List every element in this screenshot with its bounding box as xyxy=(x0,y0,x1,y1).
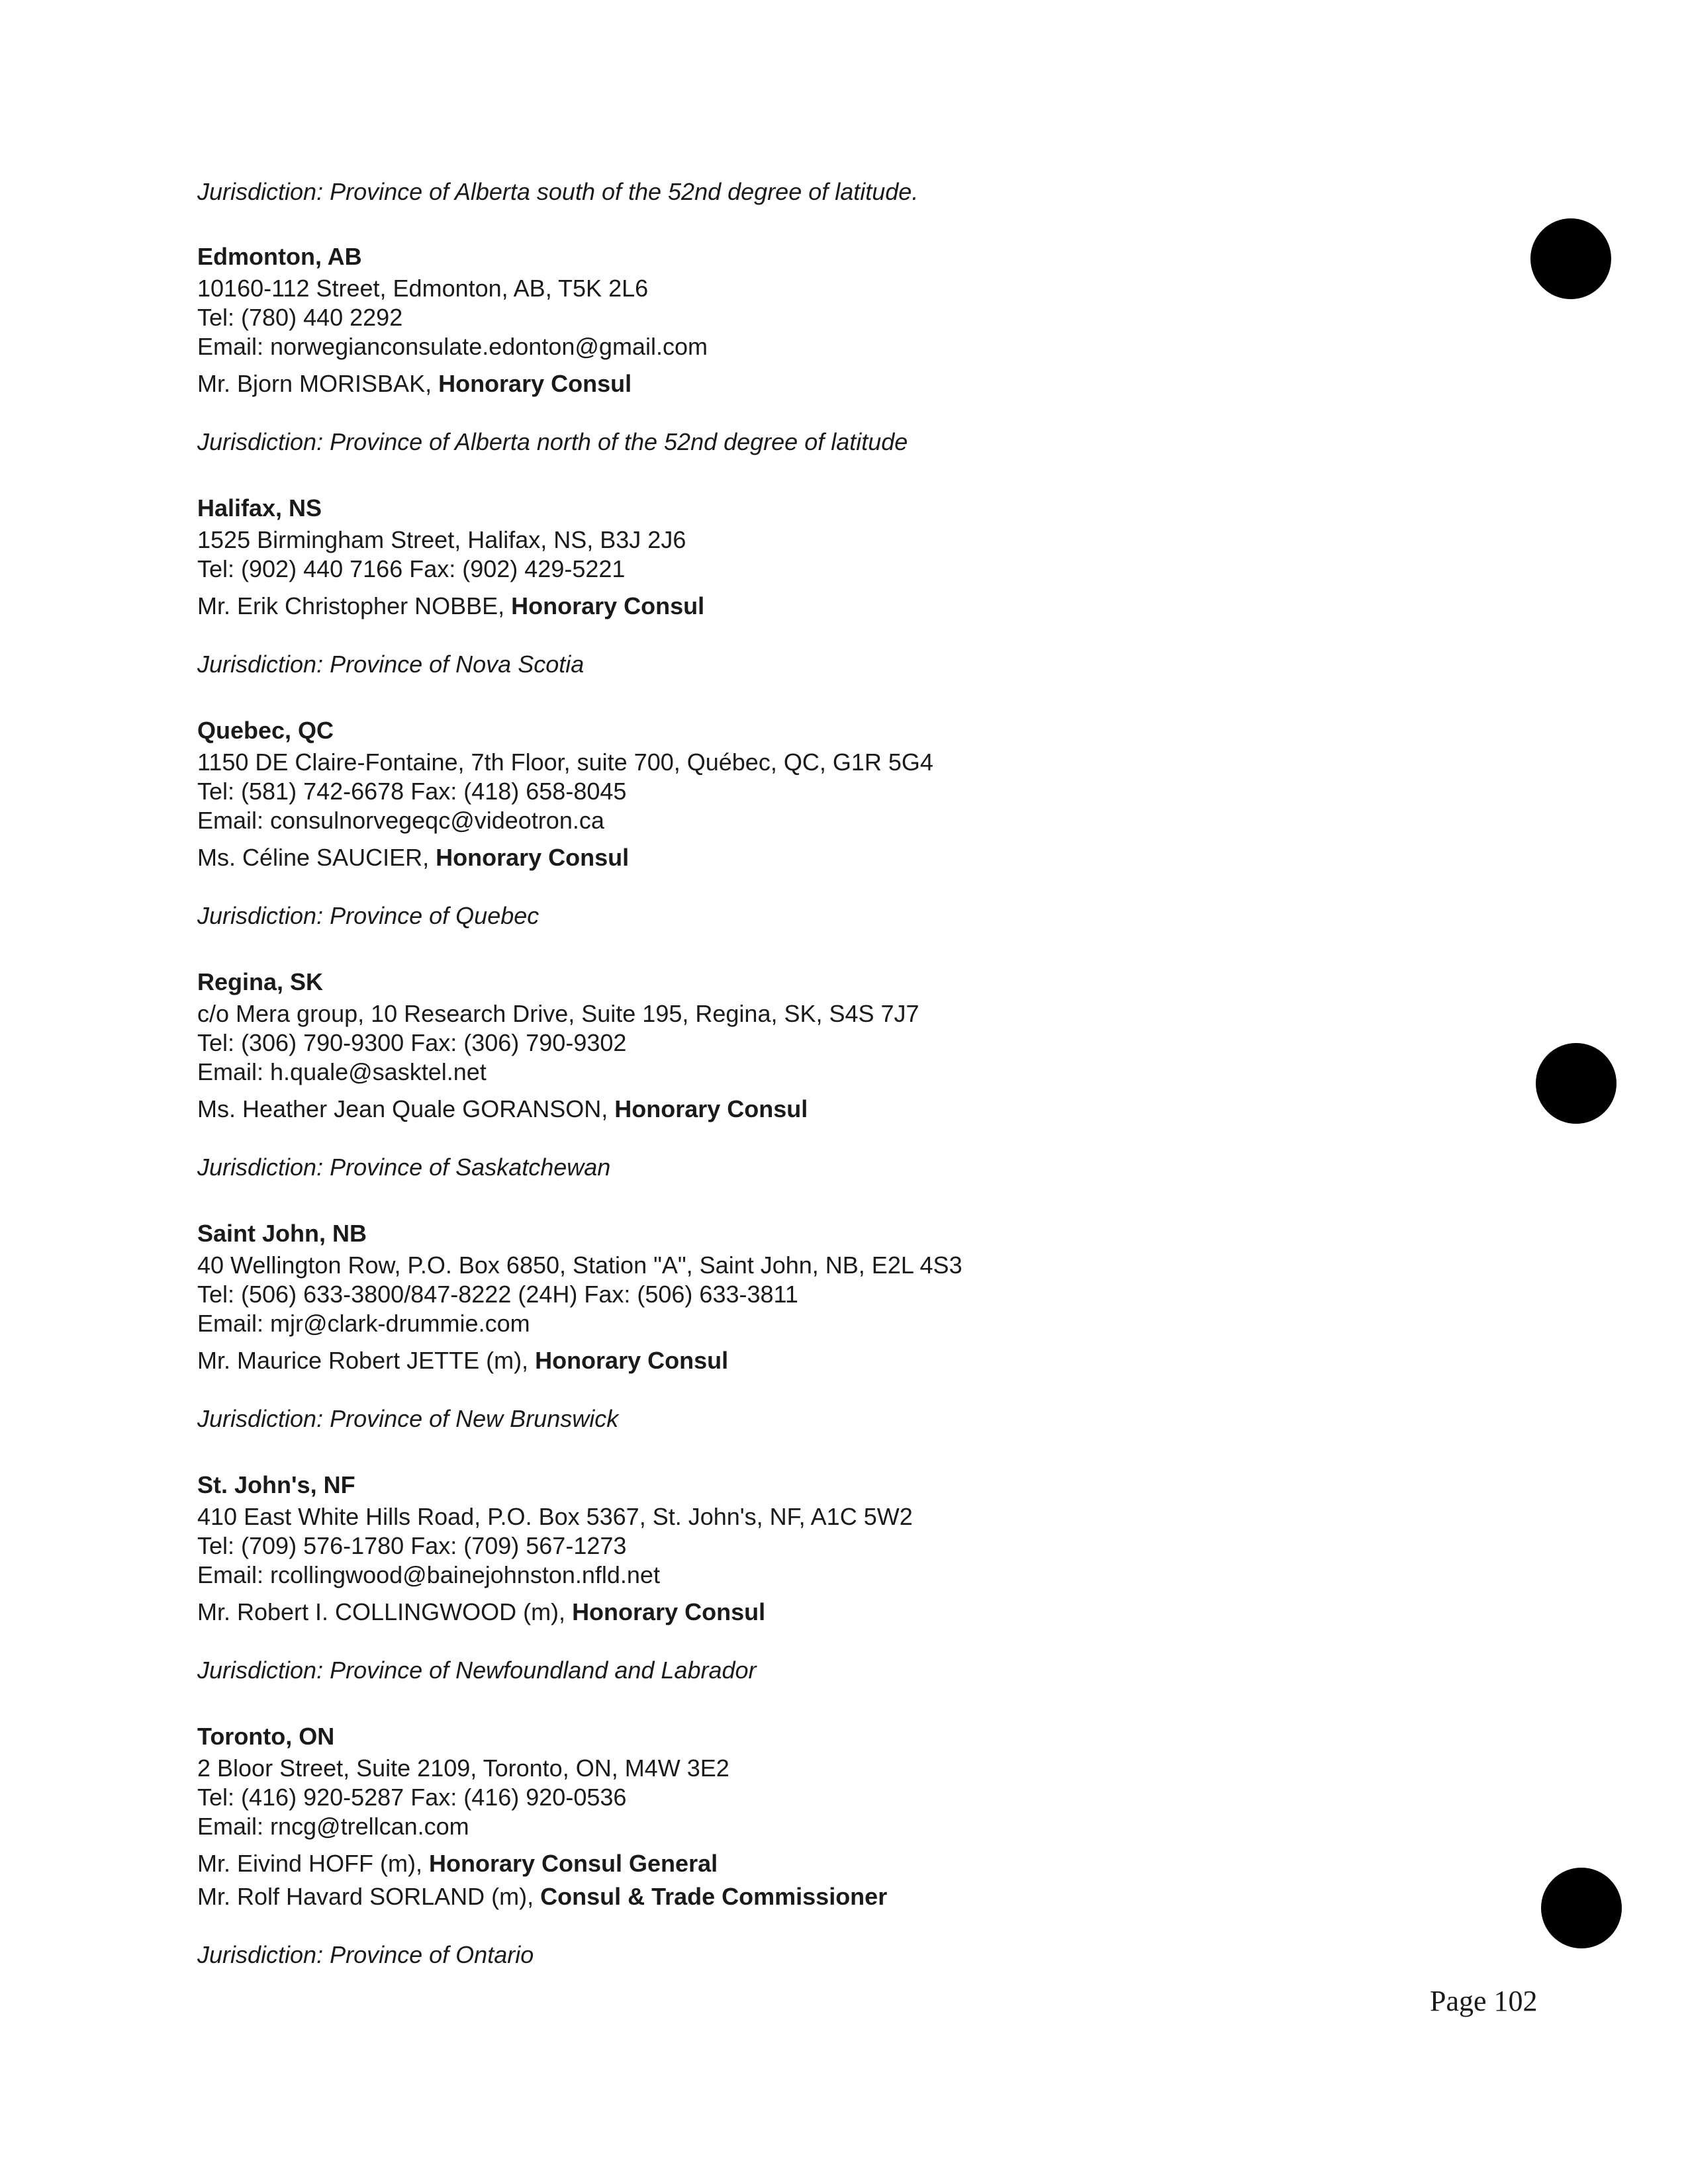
email-line: Email: norwegianconsulate.edonton@gmail.com xyxy=(197,333,708,360)
consul-person xyxy=(197,1095,1455,1124)
jurisdiction-line: Jurisdiction: Province of Nova Scotia xyxy=(197,651,585,678)
address-line: 40 Wellington Row, P.O. Box 6850, Station "A", Saint John, NB, E2L 4S3 xyxy=(197,1251,962,1279)
phone-line: Tel: (581) 742-6678 Fax: (418) 658-8045 xyxy=(197,778,627,805)
consulate-entry-toronto xyxy=(197,1722,1455,1970)
person-name: Mr. Rolf Havard SORLAND (m), xyxy=(197,1883,541,1910)
email-line: Email: rcollingwood@bainejohnston.nfld.net xyxy=(197,1561,660,1588)
person-title: Honorary Consul xyxy=(438,370,632,397)
email-line: Email: rncg@trellcan.com xyxy=(197,1813,469,1840)
consulate-list xyxy=(197,177,1455,1970)
city-heading: St. John's, NF xyxy=(197,1471,355,1498)
consul-person xyxy=(197,1882,1455,1911)
email-line: Email: consulnorvegeqc@videotron.ca xyxy=(197,807,604,834)
city-heading: Edmonton, AB xyxy=(197,243,362,270)
address-line: 410 East White Hills Road, P.O. Box 5367, St. John's, NF, A1C 5W2 xyxy=(197,1503,913,1530)
intro-jurisdiction: Jurisdiction: Province of Alberta south of the 52nd degree of latitude. xyxy=(197,178,919,205)
person-name: Mr. Eivind HOFF (m), xyxy=(197,1850,429,1877)
jurisdiction-line: Jurisdiction: Province of Ontario xyxy=(197,1941,534,1968)
consul-person xyxy=(197,1346,1455,1375)
person-name: Mr. Maurice Robert JETTE (m), xyxy=(197,1347,536,1374)
person-name: Mr. Bjorn MORISBAK, xyxy=(197,370,439,397)
binder-hole-top xyxy=(1530,218,1611,299)
jurisdiction-line: Jurisdiction: Province of Newfoundland and Labrador xyxy=(197,1657,757,1684)
person-title: Honorary Consul xyxy=(572,1598,766,1625)
person-title: Honorary Consul xyxy=(511,592,705,619)
phone-line: Tel: (306) 790-9300 Fax: (306) 790-9302 xyxy=(197,1029,627,1056)
city-heading: Halifax, NS xyxy=(197,494,322,522)
address-line: 1525 Birmingham Street, Halifax, NS, B3J 2J6 xyxy=(197,526,686,553)
city-heading: Quebec, QC xyxy=(197,717,334,744)
email-line: Email: mjr@clark-drummie.com xyxy=(197,1310,530,1337)
consulate-entry-quebec xyxy=(197,716,1455,931)
city-heading: Regina, SK xyxy=(197,968,324,995)
page-number: Page 102 xyxy=(1430,1985,1538,2017)
address-line: 1150 DE Claire-Fontaine, 7th Floor, suite 700, Québec, QC, G1R 5G4 xyxy=(197,749,933,776)
phone-line: Tel: (709) 576-1780 Fax: (709) 567-1273 xyxy=(197,1532,627,1559)
binder-hole-bottom xyxy=(1541,1868,1622,1948)
consulate-entry-saint-john xyxy=(197,1219,1455,1433)
person-name: Mr. Robert I. COLLINGWOOD (m), xyxy=(197,1598,573,1625)
city-heading: Saint John, NB xyxy=(197,1220,367,1247)
address-line: c/o Mera group, 10 Research Drive, Suite 195, Regina, SK, S4S 7J7 xyxy=(197,1000,919,1027)
address-line: 10160-112 Street, Edmonton, AB, T5K 2L6 xyxy=(197,275,649,302)
phone-line: Tel: (780) 440 2292 xyxy=(197,304,403,331)
email-line: Email: h.quale@sasktel.net xyxy=(197,1058,487,1085)
person-name: Ms. Céline SAUCIER, xyxy=(197,844,436,871)
address-line: 2 Bloor Street, Suite 2109, Toronto, ON, M4W 3E2 xyxy=(197,1754,729,1782)
consul-person xyxy=(197,843,1455,872)
phone-line: Tel: (416) 920-5287 Fax: (416) 920-0536 xyxy=(197,1784,627,1811)
consulate-entry-edmonton xyxy=(197,242,1455,457)
jurisdiction-line: Jurisdiction: Province of Saskatchewan xyxy=(197,1154,611,1181)
consulate-entry-halifax xyxy=(197,494,1455,679)
binder-hole-middle xyxy=(1536,1043,1617,1124)
consul-person xyxy=(197,1598,1455,1627)
city-heading: Toronto, ON xyxy=(197,1723,335,1750)
person-title: Honorary Consul xyxy=(436,844,630,871)
consul-person xyxy=(197,592,1455,621)
consulate-entry-regina xyxy=(197,968,1455,1182)
consul-person xyxy=(197,1849,1455,1878)
person-name: Ms. Heather Jean Quale GORANSON, xyxy=(197,1095,615,1122)
person-title: Honorary Consul xyxy=(535,1347,729,1374)
jurisdiction-line: Jurisdiction: Province of Alberta north of the 52nd degree of latitude xyxy=(197,428,908,455)
person-name: Mr. Erik Christopher NOBBE, xyxy=(197,592,512,619)
consul-person xyxy=(197,369,1455,398)
person-title: Honorary Consul General xyxy=(429,1850,718,1877)
phone-line: Tel: (506) 633-3800/847-8222 (24H) Fax: (506) 633-3811 xyxy=(197,1281,798,1308)
phone-line: Tel: (902) 440 7166 Fax: (902) 429-5221 xyxy=(197,555,626,582)
consulate-entry-st-johns xyxy=(197,1471,1455,1685)
person-title: Consul & Trade Commissioner xyxy=(540,1883,888,1910)
jurisdiction-line: Jurisdiction: Province of New Brunswick xyxy=(197,1405,619,1432)
jurisdiction-line: Jurisdiction: Province of Quebec xyxy=(197,902,539,929)
person-title: Honorary Consul xyxy=(614,1095,808,1122)
